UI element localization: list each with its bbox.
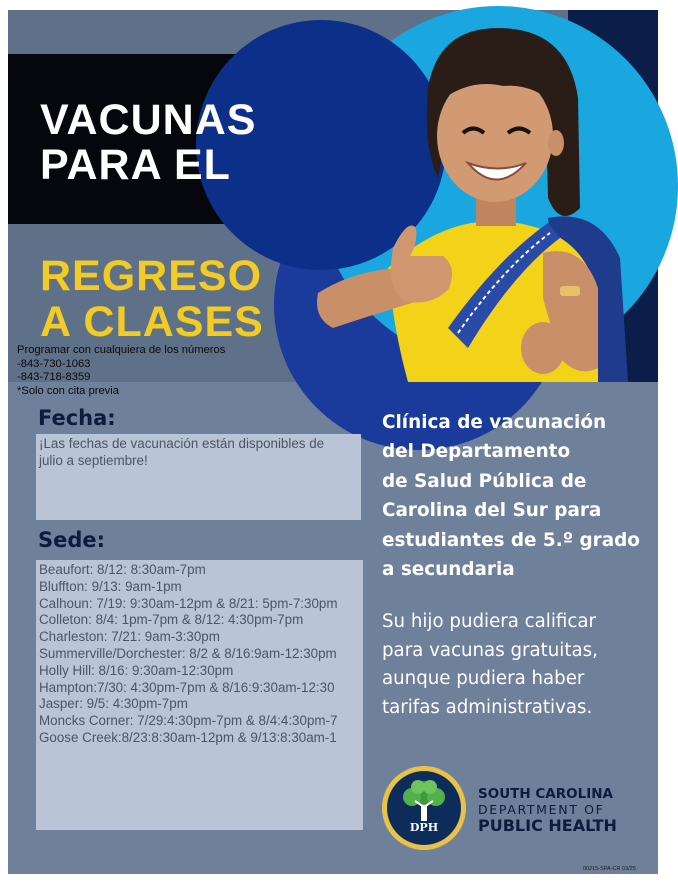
eligibility-note [382,608,598,722]
title-white-block [40,98,256,188]
title-line-2: PARA EL [40,141,231,189]
note-line: aunque pudiera haber [382,668,585,690]
contact-intro: Programar con cualquiera de los números [17,344,226,356]
appointment-note: *Solo con cita previa [17,384,119,397]
clinic-description [382,408,640,584]
title-line-1: VACUNAS [40,96,257,144]
flyer-page [8,10,658,874]
dept-line-3: PUBLIC HEALTH [478,816,617,835]
location-item: Charleston: 7/21: 9am-3:30pm [39,629,220,645]
clinic-line: Clínica de vacunación [382,412,607,433]
location-item: Summerville/Dorchester: 8/2 & 8/16:9am-12:30pm [39,645,337,661]
dept-line-2: DEPARTMENT OF [478,802,605,817]
title-yellow-block [40,253,264,345]
fecha-heading: Fecha: [38,406,116,430]
location-item: Holly Hill: 8/16: 9:30am-12:30pm [39,662,234,678]
note-line: para vacunas gratuitas, [382,639,598,661]
location-item: Hampton:7/30: 4:30pm-7pm & 8/16:9:30am-12:30 [39,679,335,695]
clinic-line: Carolina del Sur para [382,500,602,522]
dph-logo [382,766,466,850]
student-photo [298,28,628,382]
location-item: Colleton: 8/4: 1pm-7pm & 8/12: 4:30pm-7pm [39,612,304,628]
sede-box [36,560,363,830]
department-name [478,786,617,835]
clinic-line: a secundaria [382,559,515,581]
location-item: Bluffton: 9/13: 9am-1pm [39,578,182,594]
location-item: Calhoun: 7/19: 9:30am-12pm & 8/21: 5pm-7:30pm [39,595,338,611]
phone-number-2: -843-718-8359 [17,371,91,383]
location-item: Moncks Corner: 7/29:4:30pm-7pm & 8/4:4:30pm-7 [39,713,338,729]
document-code: 00215-SPA-CR 03/25 [583,866,636,872]
logo-badge-text: DPH [409,821,439,834]
clinic-line: del Departamento [382,441,571,463]
fecha-line-1: ¡Las fechas de vacunación están disponibles de [39,436,325,451]
location-item: Beaufort: 8/12: 8:30am-7pm [39,562,206,577]
phone-number-1: -843-730-1063 [17,357,91,370]
clinic-line: de Salud Pública de [382,470,587,492]
contact-info [17,344,225,398]
fecha-box [36,434,361,520]
sede-heading: Sede: [38,528,106,552]
location-item: Jasper: 9/5: 4:30pm-7pm [39,696,188,712]
hero-banner [8,10,658,397]
title-line-3: REGRESO [40,252,263,300]
note-line: Su hijo pudiera calificar [382,611,596,632]
note-line: tarifas administrativas. [382,696,593,718]
dept-line-1: SOUTH CAROLINA [478,786,613,802]
clinic-line: estudiantes de 5.º grado [382,529,640,551]
title-line-4: A CLASES [40,298,264,346]
fecha-line-2: julio a septiembre! [39,452,148,468]
location-item: Goose Creek:8/23:8:30am-12pm & 9/13:8:30am-1 [39,729,337,745]
